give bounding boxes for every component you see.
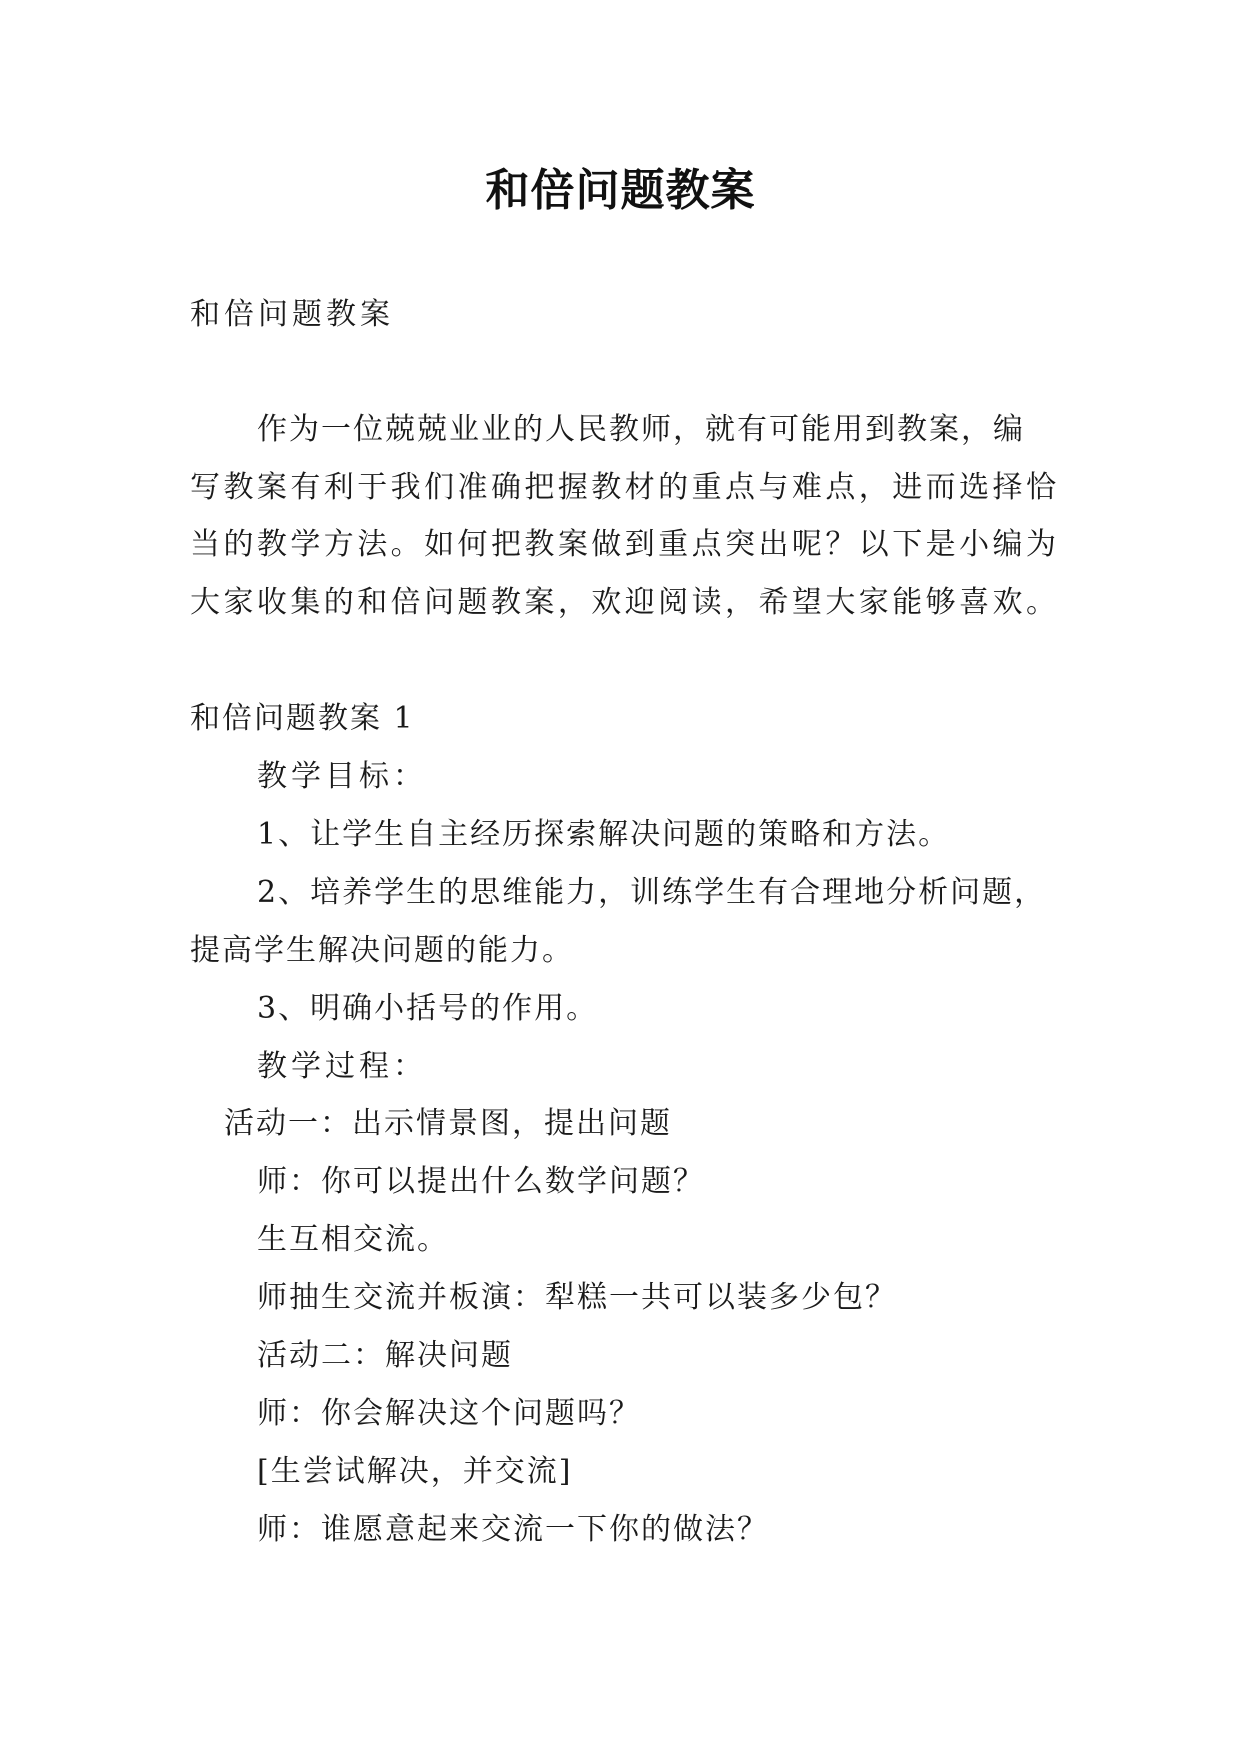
- intro-line-3: 当的教学方法。如何把教案做到重点突出呢？以下是小编为: [190, 527, 1056, 562]
- activity-1-label: 活动一：出示情景图，提出问题: [224, 1106, 672, 1141]
- document-title: 和倍问题教案: [485, 165, 756, 216]
- student-line-1: 生互相交流。: [257, 1222, 449, 1257]
- teacher-line-1: 师：你可以提出什么数学问题？: [257, 1164, 705, 1199]
- teacher-line-4: 师：谁愿意起来交流一下你的做法？: [257, 1512, 769, 1547]
- process-label: 教学过程：: [257, 1049, 427, 1084]
- activity-2-label: 活动二：解决问题: [257, 1338, 513, 1373]
- teacher-line-3: 师：你会解决这个问题吗？: [257, 1396, 641, 1431]
- intro-line-4: 大家收集的和倍问题教案，欢迎阅读，希望大家能够喜欢。: [190, 585, 1056, 620]
- goal-item-3: 3、明确小括号的作用。: [257, 991, 599, 1026]
- goal-item-1: 1、让学生自主经历探索解决问题的策略和方法。: [257, 817, 951, 852]
- intro-line-2: 写教案有利于我们准确把握教材的重点与难点，进而选择恰: [190, 470, 1056, 505]
- goal-item-2-line-1: 2、培养学生的思维能力，训练学生有合理地分析问题，: [257, 875, 1047, 910]
- teacher-line-2: 师抽生交流并板演：犁糕一共可以装多少包？: [257, 1280, 897, 1315]
- goals-label: 教学目标：: [257, 759, 427, 794]
- goal-item-2-line-2: 提高学生解决问题的能力。: [190, 933, 574, 968]
- intro-line-1: 作为一位兢兢业业的人民教师，就有可能用到教案，编: [257, 412, 1025, 447]
- document-subtitle: 和倍问题教案: [190, 297, 394, 332]
- section-heading: 和倍问题教案 1: [190, 701, 415, 736]
- student-line-2: [生尝试解决，并交流]: [257, 1454, 573, 1489]
